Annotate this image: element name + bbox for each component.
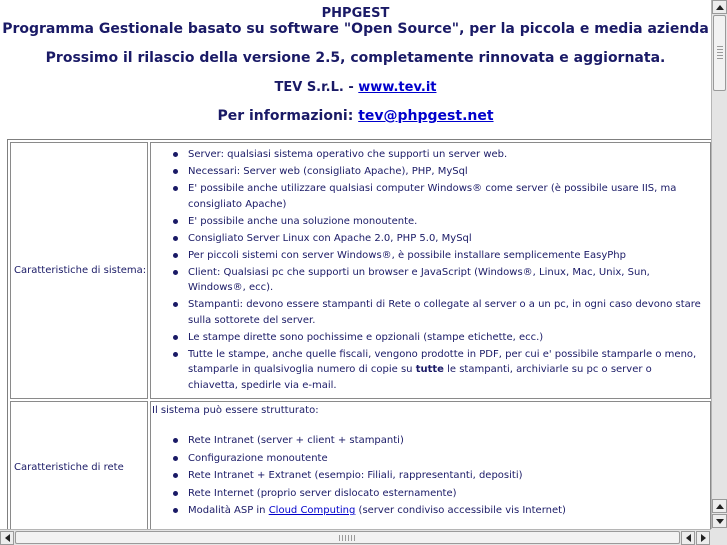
- vertical-scroll-thumb[interactable]: [713, 15, 726, 91]
- scroll-left-button-right[interactable]: [681, 531, 695, 545]
- horizontal-scroll-thumb[interactable]: [15, 531, 680, 544]
- scrollbar-corner: [711, 529, 727, 545]
- page-subtitle: Programma Gestionale basato su software "Open Source", per la piccola e media azienda: [2, 21, 709, 37]
- list-item: Per piccoli sistemi con server Windows®, è possibile installare semplicemente EasyPhp: [151, 248, 710, 264]
- arrow-up-icon: [716, 504, 724, 509]
- info-line: [0, 108, 711, 124]
- list-item: Stampanti: devono essere stampanti di Rete o collegate al server o a un pc, in ogni caso devono stare sulla sottorete del server.: [151, 297, 710, 328]
- network-features-cell: [150, 401, 711, 529]
- list-item: E' possibile anche utilizzare qualsiasi computer Windows® come server (è possibile usare IIS, ma consigliato Apache): [151, 181, 710, 212]
- scroll-right-button[interactable]: [696, 531, 710, 545]
- list-item: Le stampe dirette sono pochissime e opzionali (stampe etichette, ecc.): [151, 330, 710, 346]
- list-item: Client: Qualsiasi pc che supporti un browser e JavaScript (Windows®, Linux, Mac, Unix, Sun, Windows®, ecc).: [151, 265, 710, 296]
- list-item: Consigliato Server Linux con Apache 2.0, PHP 5.0, MySql: [151, 231, 710, 247]
- scroll-up-button[interactable]: [712, 0, 727, 14]
- company-name: TEV S.r.L. -: [274, 80, 359, 95]
- arrow-down-icon: [716, 519, 724, 524]
- network-intro: Il sistema può essere strutturato:: [152, 405, 319, 416]
- vertical-scrollbar[interactable]: [711, 0, 727, 529]
- system-features-cell: [150, 142, 711, 399]
- system-features-list: [151, 143, 710, 393]
- page-title: PHPGEST: [321, 6, 390, 21]
- list-item: Necessari: Server web (consigliato Apache), PHP, MySql: [151, 164, 710, 180]
- network-features-label-text: Caratteristiche di rete: [14, 461, 124, 473]
- info-label: Per informazioni:: [217, 108, 359, 124]
- system-features-label-text: Caratteristiche di sistema:: [14, 265, 147, 276]
- horizontal-scrollbar[interactable]: [0, 529, 711, 545]
- list-item: Rete Intranet (server + client + stampanti): [151, 433, 710, 449]
- arrow-left-icon: [686, 534, 691, 542]
- list-item: Tutte le stampe, anche quelle fiscali, vengono prodotte in PDF, per cui e' possibile stamparle o meno, stamparle in qualsivoglia numero di copie su tutte le stampanti, archiviarle su pc o server o chiavetta, spedirle via e-mail.: [151, 347, 710, 394]
- scroll-up-button-lower[interactable]: [712, 499, 727, 513]
- scroll-left-button[interactable]: [0, 531, 14, 545]
- company-line: [0, 80, 711, 95]
- network-features-list: [151, 418, 710, 519]
- list-item: Modalità ASP in Cloud Computing (server condiviso accessibile vis Internet): [151, 503, 710, 519]
- cloud-computing-link[interactable]: Cloud Computing: [268, 505, 356, 516]
- system-features-label: [10, 142, 148, 399]
- list-item: Configurazione monoutente: [151, 451, 710, 467]
- network-features-label: [10, 401, 148, 529]
- arrow-up-icon: [716, 5, 724, 10]
- scroll-down-button[interactable]: [712, 514, 727, 528]
- list-item: Rete Intranet + Extranet (esempio: Filiali, rappresentanti, depositi): [151, 468, 710, 484]
- list-item: E' possibile anche una soluzione monoutente.: [151, 214, 710, 230]
- release-notice: Prossimo il rilascio della versione 2.5, completamente rinnovata e aggiornata.: [45, 50, 666, 66]
- arrow-right-icon: [701, 534, 706, 542]
- list-item: Server: qualsiasi sistema operativo che supporti un server web.: [151, 147, 710, 163]
- company-website-link[interactable]: www.tev.it: [358, 80, 437, 95]
- contact-email-link[interactable]: tev@phpgest.net: [358, 108, 494, 124]
- arrow-left-icon: [5, 534, 10, 542]
- list-item: Rete Internet (proprio server dislocato esternamente): [151, 486, 710, 502]
